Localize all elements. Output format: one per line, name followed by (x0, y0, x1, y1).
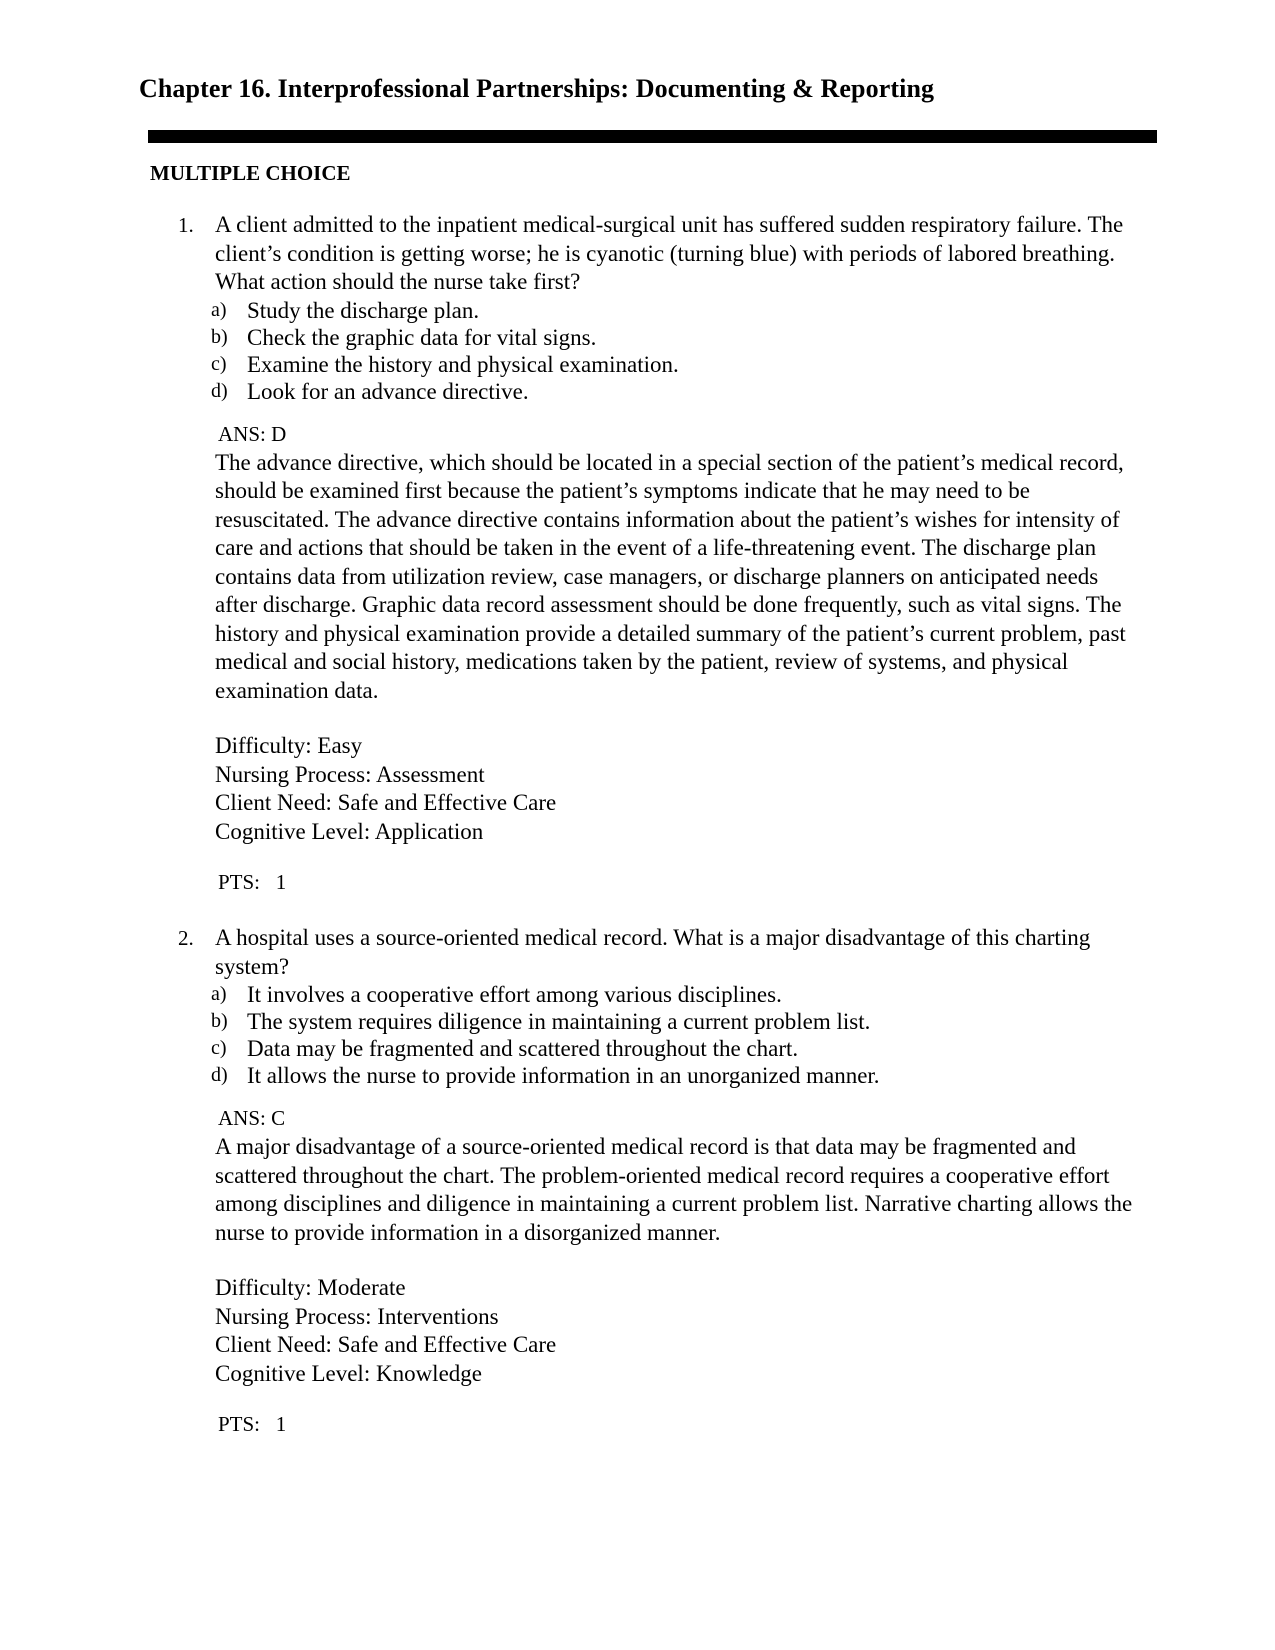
question-1 (178, 211, 1158, 895)
choice-text: Check the graphic data for vital signs. (247, 324, 597, 350)
choice-d (211, 1062, 1158, 1089)
choice-text: Data may be fragmented and scattered throughout the chart. (247, 1036, 799, 1061)
answer-key: ANS: D (218, 421, 287, 446)
answer-block (215, 1104, 1158, 1437)
points: PTS: 1 (218, 870, 287, 894)
cognitive-level: Cognitive Level: Application (215, 818, 484, 844)
choice-letter: a) (211, 983, 227, 1005)
question-2 (178, 924, 1158, 1437)
choice-a (211, 981, 1158, 1008)
chapter-title: Chapter 16. Interprofessional Partnerships: Documenting & Reporting (139, 74, 935, 103)
choice-letter: a) (211, 298, 227, 321)
choice-letter: d) (211, 379, 228, 402)
choice-d (211, 378, 1158, 405)
choice-text: The system requires diligence in maintaining a current problem list. (247, 1009, 871, 1034)
nursing-process: Nursing Process: Assessment (215, 761, 485, 787)
question-number: 2. (178, 926, 194, 950)
difficulty: Difficulty: Easy (215, 733, 363, 758)
choice-c (211, 351, 1158, 378)
choice-letter: c) (211, 352, 227, 375)
client-need: Client Need: Safe and Effective Care (215, 1332, 557, 1357)
choice-c (211, 1035, 1158, 1062)
choice-letter: c) (211, 1037, 227, 1059)
rationale: A major disadvantage of a source-oriented medical record is that data may be fragmented and scattered throughout the chart. The problem-oriented medical record requires a cooperative effort among disciplines and diligence in maintaining a current problem list. Narrative charting allows the nurse to provide information in a disorganized manner. (215, 1134, 1133, 1245)
choice-text: It involves a cooperative effort among various disciplines. (247, 982, 782, 1007)
choice-letter: b) (211, 1010, 228, 1032)
title-divider (148, 130, 1157, 143)
question-number: 1. (178, 213, 194, 237)
choice-text: Examine the history and physical examination. (247, 351, 679, 377)
rationale: The advance directive, which should be located in a special section of the patient’s medical record, should be examined first because the patient’s symptoms indicate that he may need to be resuscitated. The advance directive contains information about the patient’s wishes for intensity of care and actions that should be taken in the event of a life-threatening event. The discharge plan contains data from utilization review, case managers, or discharge planners on anticipated needs after discharge. Graphic data record assessment should be done frequently, such as vital signs. The history and physical examination provide a detailed summary of the patient’s current problem, past medical and social history, medications taken by the patient, review of systems, and physical examination data. (215, 449, 1126, 703)
answer-key: ANS: C (218, 1106, 286, 1130)
difficulty: Difficulty: Moderate (215, 1275, 406, 1300)
choice-b (211, 1008, 1158, 1035)
cognitive-level: Cognitive Level: Knowledge (215, 1360, 482, 1386)
choice-a (211, 297, 1158, 324)
points: PTS: 1 (218, 1412, 287, 1436)
choice-text: Look for an advance directive. (247, 378, 529, 404)
choice-letter: b) (211, 325, 228, 348)
question-metadata (215, 732, 1158, 846)
client-need: Client Need: Safe and Effective Care (215, 790, 557, 815)
question-stem: A client admitted to the inpatient medical-surgical unit has suffered sudden respiratory failure. The client’s condition is getting worse; he is cyanotic (turning blue) with periods of labored breathing. What action should the nurse take first? (215, 212, 1124, 294)
answer-block (215, 420, 1158, 896)
answer-choices (178, 297, 1158, 405)
choice-text: Study the discharge plan. (247, 297, 480, 323)
question-stem: A hospital uses a source-oriented medical record. What is a major disadvantage of this charting system? (215, 925, 1091, 979)
choice-b (211, 324, 1158, 351)
section-heading: MULTIPLE CHOICE (150, 161, 351, 185)
choice-letter: d) (211, 1064, 228, 1086)
choice-text: It allows the nurse to provide information in an unorganized manner. (247, 1063, 880, 1088)
answer-choices (178, 981, 1158, 1089)
question-metadata (215, 1274, 1158, 1388)
nursing-process: Nursing Process: Interventions (215, 1303, 499, 1329)
